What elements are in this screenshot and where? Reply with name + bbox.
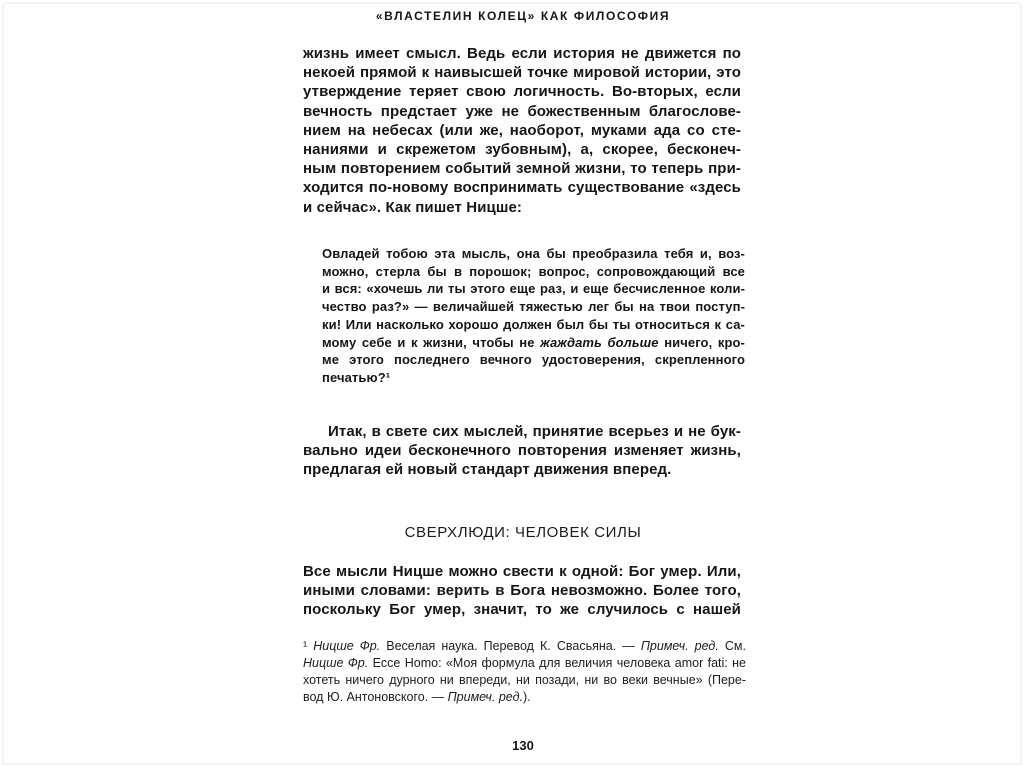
- text-line: чество раз?» — величайшей тяжестью лег бы на твои поступ-: [322, 299, 745, 315]
- text-line: и вся: «хочешь ли ты этого еще раз, и еще бесчисленное коли-: [322, 281, 745, 297]
- text-line: мому себе и к жизни, чтобы не жаждать больше ничего, кро-: [322, 334, 745, 350]
- text-line: ме этого последнего вечного удостоверения, скрепленного: [322, 352, 745, 368]
- text-line: вально идеи бесконечного повторения изменяет жизнь,: [303, 442, 741, 460]
- text-line: Итак, в свете сих мыслей, принятие всерьез и не бук-: [328, 423, 741, 440]
- text-line: можно, стерла бы в порошок; вопрос, сопровождающий все: [322, 263, 745, 279]
- running-header: «ВЛАСТЕЛИН КОЛЕЦ» КАК ФИЛОСОФИЯ: [375, 9, 671, 23]
- text-line: предлагая ей новый стандарт движения вперед.: [303, 461, 672, 479]
- text-line: вечность предстает уже не божественным благослове-: [303, 102, 741, 120]
- text-line: Ницше Фр. Ecce Homo: «Моя формула для величия человека amor fati: не: [303, 656, 746, 670]
- text-line: ¹ Ницше Фр. Веселая наука. Перевод К. Свасьяна. — Примеч. ред. См.: [303, 639, 746, 653]
- text-line: и сейчас». Как пишет Ницше:: [303, 198, 522, 216]
- paragraph: [303, 562, 741, 620]
- page-number: 130: [512, 738, 534, 753]
- text-line: некоей прямой к наивысшей точке мировой истории, это: [303, 64, 741, 82]
- text-line: поскольку Бог умер, значит, то же случилось с нашей: [303, 601, 741, 619]
- text-line: печатью?¹: [322, 369, 391, 385]
- text-line: Овладей тобою эта мысль, она бы преобразила тебя и, воз-: [322, 246, 745, 261]
- text-line: ходится по-новому воспринимать существование «здесь: [303, 179, 741, 197]
- text-line: нием на небесах (или же, наоборот, муками ада со сте-: [303, 121, 741, 139]
- text-line: иными словами: верить в Бога невозможно. Более того,: [303, 582, 741, 600]
- text-line: вод Ю. Антоновского. — Примеч. ред.).: [303, 690, 531, 704]
- text-line: наниями и скрежетом зубовным), а, скорее, бесконеч-: [303, 141, 741, 159]
- paragraph: [303, 422, 741, 480]
- text-line: ным повторением событий земной жизни, то теперь при-: [303, 160, 741, 178]
- block-quote: [322, 245, 745, 387]
- text-line: ки! Или насколько хорошо должен был бы ты относиться к са-: [322, 316, 745, 332]
- text-line: Все мысли Ницше можно свести к одной: Бог умер. Или,: [303, 563, 741, 580]
- text-line: утверждение теряет свою логичность. Во-вторых, если: [303, 83, 741, 101]
- paragraph: [303, 44, 741, 217]
- section-heading: СВЕРХЛЮДИ: ЧЕЛОВЕК СИЛЫ: [404, 524, 642, 541]
- text-line: хотеть ничего дурного ни впереди, ни позади, ни во веки вечные» (Пере-: [303, 673, 746, 687]
- text-line: жизнь имеет смысл. Ведь если история не движется по: [303, 45, 741, 62]
- footnote: [303, 638, 746, 706]
